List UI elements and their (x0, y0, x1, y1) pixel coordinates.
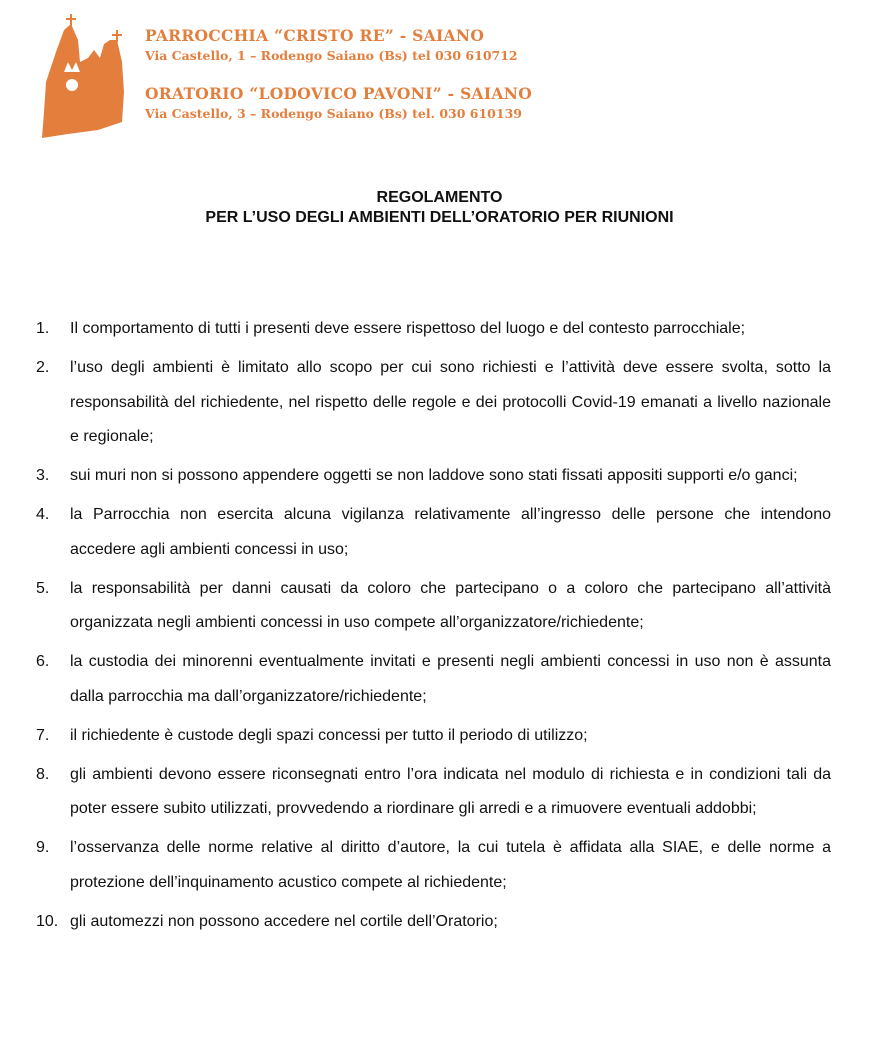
rule-number: 7. (36, 726, 50, 744)
document-title (0, 188, 879, 228)
rule-item (36, 312, 831, 347)
rule-item (36, 459, 831, 494)
rule-text: gli automezzi non possono accedere nel cortile dell’Oratorio; (70, 912, 498, 930)
rule-item (36, 905, 831, 940)
rule-item (36, 498, 831, 567)
rule-text: la responsabilità per danni causati da coloro che partecipano o a coloro che partecipano all’attività organizzata negli ambienti concessi in uso compete all’organizzatore/richiedente; (70, 579, 831, 631)
rule-text: l’osservanza delle norme relative al diritto d’autore, la cui tutela è affidata alla SIAE, e delle norme a protezione dell’inquinamento acustico compete al richiedente; (70, 839, 831, 891)
rule-number: 10. (36, 912, 59, 930)
document-title-line2: PER L’USO DEGLI AMBIENTI DELL’ORATORIO PER RIUNIONI (205, 209, 674, 226)
rule-number: 5. (36, 579, 50, 597)
rule-item (36, 645, 831, 714)
rule-text: la custodia dei minorenni eventualmente invitati e presenti negli ambienti concessi in uso non è assunta dalla parrocchia ma dall’organizzatore/richiedente; (70, 653, 831, 705)
rule-item (36, 572, 831, 641)
rule-number: 8. (36, 765, 50, 783)
rule-number: 3. (36, 467, 50, 484)
letterhead (145, 26, 845, 123)
rule-text: il richiedente è custode degli spazi concessi per tutto il periodo di utilizzo; (70, 726, 588, 744)
rule-text: sui muri non si possono appendere oggetti se non laddove sono stati fissati appositi supporti e/o ganci; (70, 467, 798, 484)
parish-name: PARROCCHIA “CRISTO RE” - SAIANO (145, 26, 485, 45)
rule-number: 9. (36, 839, 50, 856)
rule-item (36, 831, 831, 900)
document-title-line1: REGOLAMENTO (376, 189, 503, 206)
parish-address: Via Castello, 1 – Rodengo Saiano (Bs) tel 030 610712 (145, 48, 518, 63)
rule-item (36, 719, 831, 754)
rule-number: 4. (36, 506, 50, 523)
rule-text: la Parrocchia non esercita alcuna vigilanza relativamente all’ingresso delle persone che intendono accedere agli ambienti concessi in uso; (70, 506, 831, 558)
oratory-address: Via Castello, 3 – Rodengo Saiano (Bs) tel. 030 610139 (145, 106, 522, 121)
rule-item (36, 351, 831, 455)
oratory-name: ORATORIO “LODOVICO PAVONI” - SAIANO (145, 84, 533, 103)
church-logo-icon (38, 12, 130, 140)
rule-item (36, 758, 831, 827)
rule-number: 2. (36, 359, 50, 376)
rule-text: Il comportamento di tutti i presenti deve essere rispettoso del luogo e del contesto parrocchiale; (70, 320, 746, 337)
rule-number: 6. (36, 653, 50, 670)
rule-text: l’uso degli ambienti è limitato allo scopo per cui sono richiesti e l’attività deve essere svolta, sotto la responsabilità del richiedente, nel rispetto delle regole e dei protocolli Covid-19 emanati a livello nazionale e regionale; (70, 359, 831, 445)
rule-text: gli ambienti devono essere riconsegnati entro l’ora indicata nel modulo di richiesta e in condizioni tali da poter essere subito utilizzati, provvedendo a riordinare gli arredi e a rimuovere eventuali addobbi; (70, 765, 831, 817)
rule-number: 1. (36, 320, 50, 337)
rules-list (36, 312, 831, 944)
